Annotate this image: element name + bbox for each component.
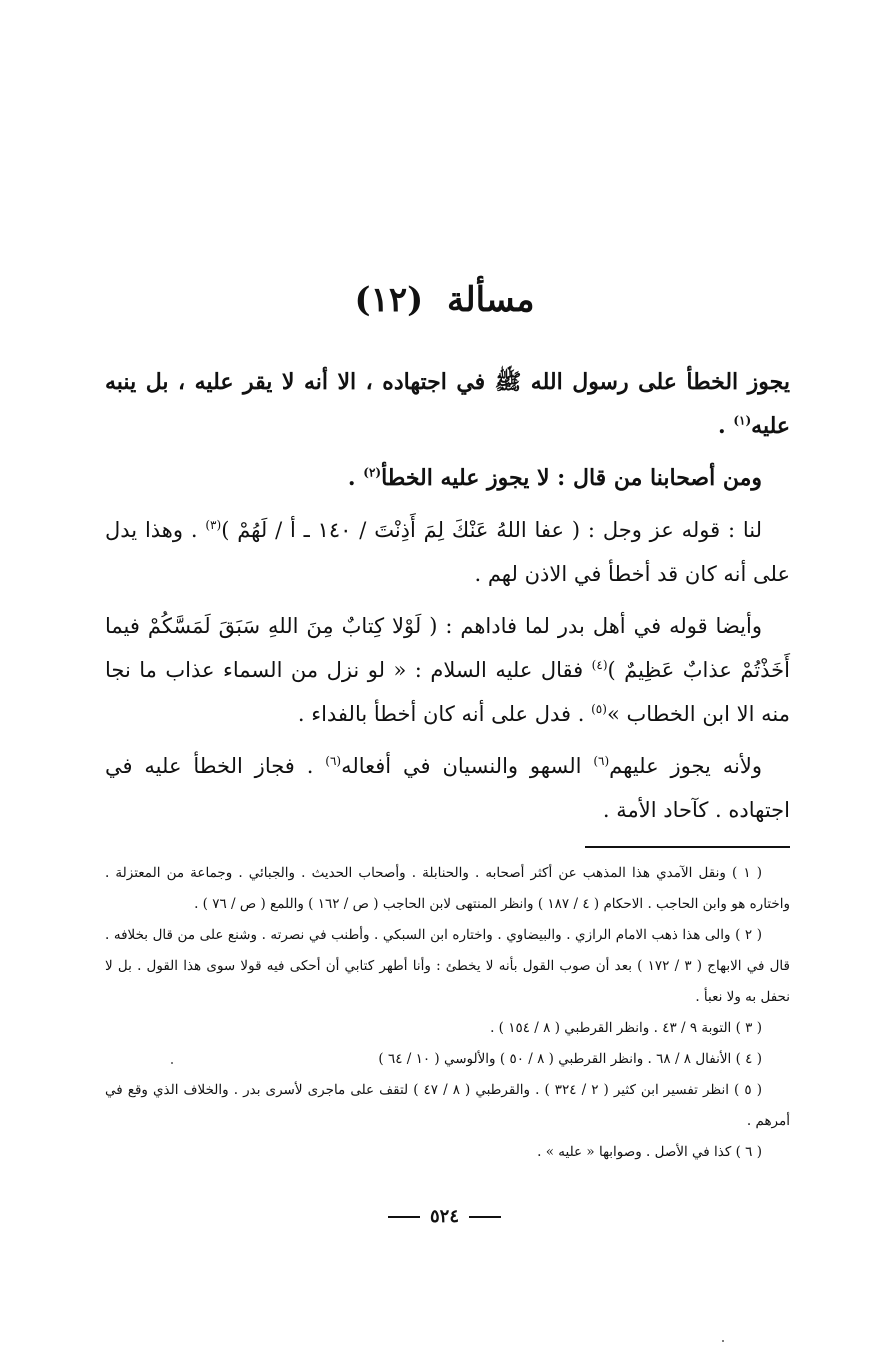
- dash-left: [469, 1216, 501, 1218]
- footnote: ( ٦ ) كذا في الأصل . وصوابها « عليه » .: [537, 1144, 762, 1160]
- paragraph-opposing-view: ومن أصحابنا من قال : لا يجوز عليه الخطأ$^{(٢)}$ .: [347, 465, 762, 491]
- note-ref: (٦): [325, 754, 342, 768]
- heading-number: (١٢): [354, 280, 424, 320]
- note-ref: (٥): [591, 702, 607, 716]
- note-ref: (٤): [591, 658, 608, 672]
- footnote: ( ٣ ) التوبة ٩ / ٤٣ . وانظر القرطبي ( ٨ / ١٥٤ ) .: [490, 1020, 762, 1036]
- footnote: ( ٥ ) انظر تفسير ابن كثير ( ٢ / ٣٢٤ ) . والقرطبي ( ٨ / ٤٧ ) لتقف على ماجرى لأسرى بدر . والخلاف الذي وقع في أمرهم .: [105, 1082, 790, 1129]
- scan-speck: [722, 1340, 724, 1342]
- paragraph-claim: يجوز الخطأ على رسول الله ﷺ في اجتهاده ، الا أنه لا يقر عليه ، بل ينبه عليه$^{(١)}$ .: [105, 369, 790, 439]
- footnote: ( ٤ ) الأنفال ٨ / ٦٨ . وانظر القرطبي ( ٨ / ٥٠ ) والألوسي ( ١٠ / ٦٤ ): [378, 1051, 762, 1067]
- section-heading: [0, 272, 889, 328]
- note-ref: (٣): [205, 518, 222, 532]
- paragraph-evidence-3: ولأنه يجوز عليهم$^{(٦)}$ السهو والنسيان في أفعاله$^{(٦)}$ . فجاز الخطأ عليه في اجتهاده . كآحاد الأمة .: [105, 754, 790, 822]
- heading-word: مسألة: [447, 280, 535, 320]
- footnote: ( ٢ ) والى هذا ذهب الامام الرازي . والبيضاوي . واختاره ابن السبكي . وأطنب في نصرته . وشنع على من قال بخلافه . قال في الابهاج ( ٣ / ١٧٢ ) بعد أن صوب القول بأنه لا يخطئ : وأنا أطهر كتابي أن أحكى فيه قولا سوى هذا القول . بل لا نحفل به ولا نعبأ .: [105, 927, 790, 1005]
- note-ref: (١): [733, 413, 752, 428]
- page-number-text: ٥٢٤: [429, 1206, 459, 1227]
- paragraph-evidence-2: وأيضا قوله في أهل بدر لما فاداهم : ( لَوْلا كِتابٌ مِنَ اللهِ سَبَقَ لَمَسَّكُمْ فيما أَخَذْتُمْ عذابٌ عَظِيمٌ )$^{(٤)}$ فقال عليه السلام : « لو نزل من السماء عذاب ما نجا منه الا ابن الخطاب »$^{(٥)}$ . فدل على أنه كان أخطأ بالفداء .: [105, 614, 791, 726]
- footnote-divider: [585, 846, 790, 848]
- scan-speck: [171, 1062, 173, 1064]
- note-ref: (٢): [363, 465, 382, 480]
- dash-right: [388, 1216, 420, 1218]
- main-text: [105, 360, 790, 832]
- footnote: ( ١ ) ونقل الآمدي هذا المذهب عن أكثر أصحابه . والحنابلة . وأصحاب الحديث . والجبائي . وجماعة من المعتزلة . واختاره هو وابن الحاجب . الاحكام ( ٤ / ١٨٧ ) وانظر المنتهى لابن الحاجب ( ص / ١٦٢ ) واللمع ( ص / ٧٦ ) .: [105, 865, 790, 912]
- page-number: [0, 1206, 889, 1227]
- note-ref: (٦): [593, 754, 610, 768]
- footnotes: [105, 858, 790, 1168]
- paragraph-evidence-1: لنا : قوله عز وجل : ( عفا اللهُ عَنْكَ لِمَ أَذِنْتَ / ١٤٠ ـ أ / لَهُمْ )$^{(٣)}$ . وهذا يدل على أنه كان قد أخطأ في الاذن لهم .: [105, 518, 790, 586]
